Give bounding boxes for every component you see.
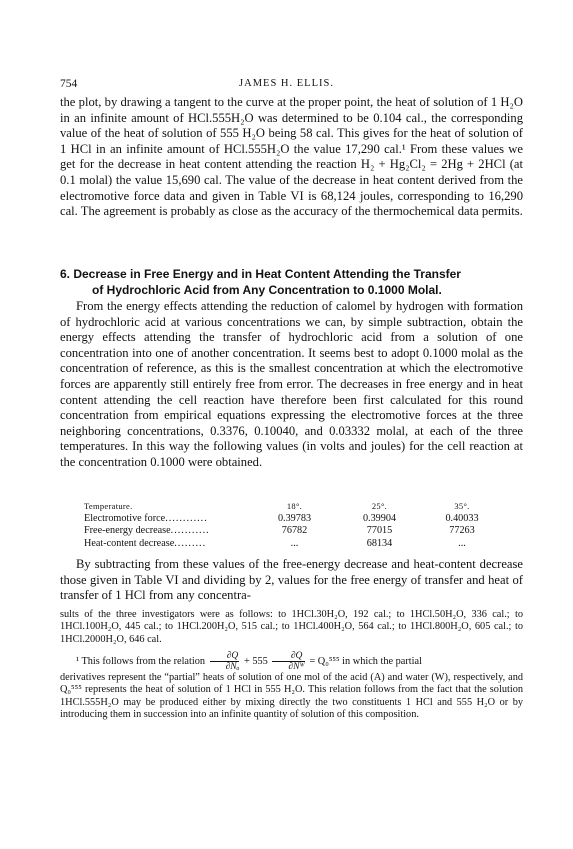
section-heading-line1: 6. Decrease in Free Energy and in Heat Content Attending the Transfer	[60, 267, 461, 281]
table-header-row	[84, 500, 502, 513]
section-heading	[60, 267, 523, 298]
paragraph-results-continued: sults of the three investigators were as follows: to 1HCl.30H₂O, 192 cal.; to 1HCl.50H₂O, 336 cal.; to 1HCl.100H₂O, 445 cal.; to 1HCl.200H₂O, 515 cal.; to 1HCl.400H₂O, 564 cal.; to 1HCl.800H₂O, 605 cal.; to 1HCl.2000H₂O, 646 cal.	[60, 609, 523, 645]
table-row	[84, 525, 502, 538]
footnote-first-line: ¹ This follows from the relation $\frac{\partial Q}{\text{∂Nₐ}}$ + 555 $\frac{\partial Q}{\text{∂Nᵂ}}$ = Q₀⁵⁵⁵ in which the partial	[76, 651, 422, 672]
cell-value: 68134	[366, 537, 393, 549]
running-head: JAMES H. ELLIS.	[239, 78, 334, 89]
fraction-dq-dnw: $\frac{\partial Q}{\text{∂Nᵂ}}$	[272, 651, 304, 672]
footnote-marker: ¹	[76, 655, 80, 667]
cell-value: 0.40033	[445, 512, 479, 524]
table-row	[84, 513, 502, 526]
table-header-35: 35°.	[454, 501, 470, 511]
paragraph-energy-effects: From the energy effects attending the reduction of calomel by hydrogen with formation of hydrochloric acid at various concentrations we can, by simple subtraction, obtain the energy effects attending the transfer of hydrochloric acid from a solution of one concentration into one of another concentration. It seems best to adopt 0.1000 molal as the concentration of reference, as this is the smallest concentration at which the electromotive forces are apparently still entirely free from error. The decreases in free energy and in heat content attending the cell reaction have therefore been first calculated for this round concentration from empirical equations expressing the electromotive forces at the three neighboring concentrations, 0.3376, 0.10040, and 0.03332 molal, at each of the three temperatures. In this way the following values (in volts and joules) for the cell reaction at the concentration 0.1000 were obtained.	[60, 299, 523, 469]
table-header-25: 25°.	[371, 501, 388, 511]
table-header-18: 18°.	[286, 501, 303, 511]
cell-value: ...	[290, 537, 299, 549]
fraction-dq-dna: $\frac{\partial Q}{\text{∂Nₐ}}$	[210, 651, 240, 672]
cell-value: 0.39904	[362, 512, 397, 524]
table-header-temperature: Temperature.	[84, 501, 133, 511]
paragraph-heat-of-solution: the plot, by drawing a tangent to the curve at the proper point, the heat of solution of 1 H₂O in an infinite amount of HCl.555H₂O was determined to be 0.104 cal., the corresponding value of the heat of solution of 555 H₂O being 58 cal. This gives for the heat of solution of 1 HCl in an infinite amount of HCl.555H₂O the value 17,290 cal.¹ From these values we get for the decrease in heat content attending the reaction H₂ + Hg₂Cl₂ = 2Hg + 2HCl (at 0.1 molal) the value 15,690 cal. The value of the decrease in heat content derived from the electromotive force data and given in Table VI is 68,124 joules, corresponding to 16,290 cal. The agreement is probably as close as the accuracy of the thermochemical data permits.	[60, 95, 523, 219]
row-label: Electromotive force............	[84, 512, 208, 524]
footnote	[60, 651, 523, 722]
row-label: Heat-content decrease.........	[84, 537, 207, 549]
values-table	[84, 500, 502, 550]
table-row	[84, 538, 502, 551]
cell-value: 76782	[281, 525, 308, 537]
paragraph-subtraction: By subtracting from these values of the free-energy decrease and heat-content decrease those given in Table VI and dividing by 2, values for the free energy of transfer and heat of transfer of 1 HCl from any concentra-	[60, 557, 523, 603]
footnote-body: derivatives represent the “partial” heats of solution of one mol of the acid (A) and water (W), respectively, and Q₀⁵⁵⁵ represents the heat of solution of 1 HCl in 555 H₂O. This relation follows from the fact that the solution 1HCl.555H₂O may be produced either by mixing directly the two constituents 1 HCl and 555 H₂O or by introducing them in succession into an infinite quantity of solution of this composition.	[60, 672, 523, 721]
cell-value: 77263	[449, 525, 475, 537]
row-label: Free-energy decrease...........	[84, 525, 210, 537]
cell-value: ...	[458, 537, 466, 549]
cell-value: 77015	[366, 525, 393, 537]
section-heading-line2: of Hydrochloric Acid from Any Concentration to 0.1000 Molal.	[92, 282, 442, 297]
cell-value: 0.39783	[277, 512, 312, 524]
page-number: 754	[60, 78, 78, 90]
